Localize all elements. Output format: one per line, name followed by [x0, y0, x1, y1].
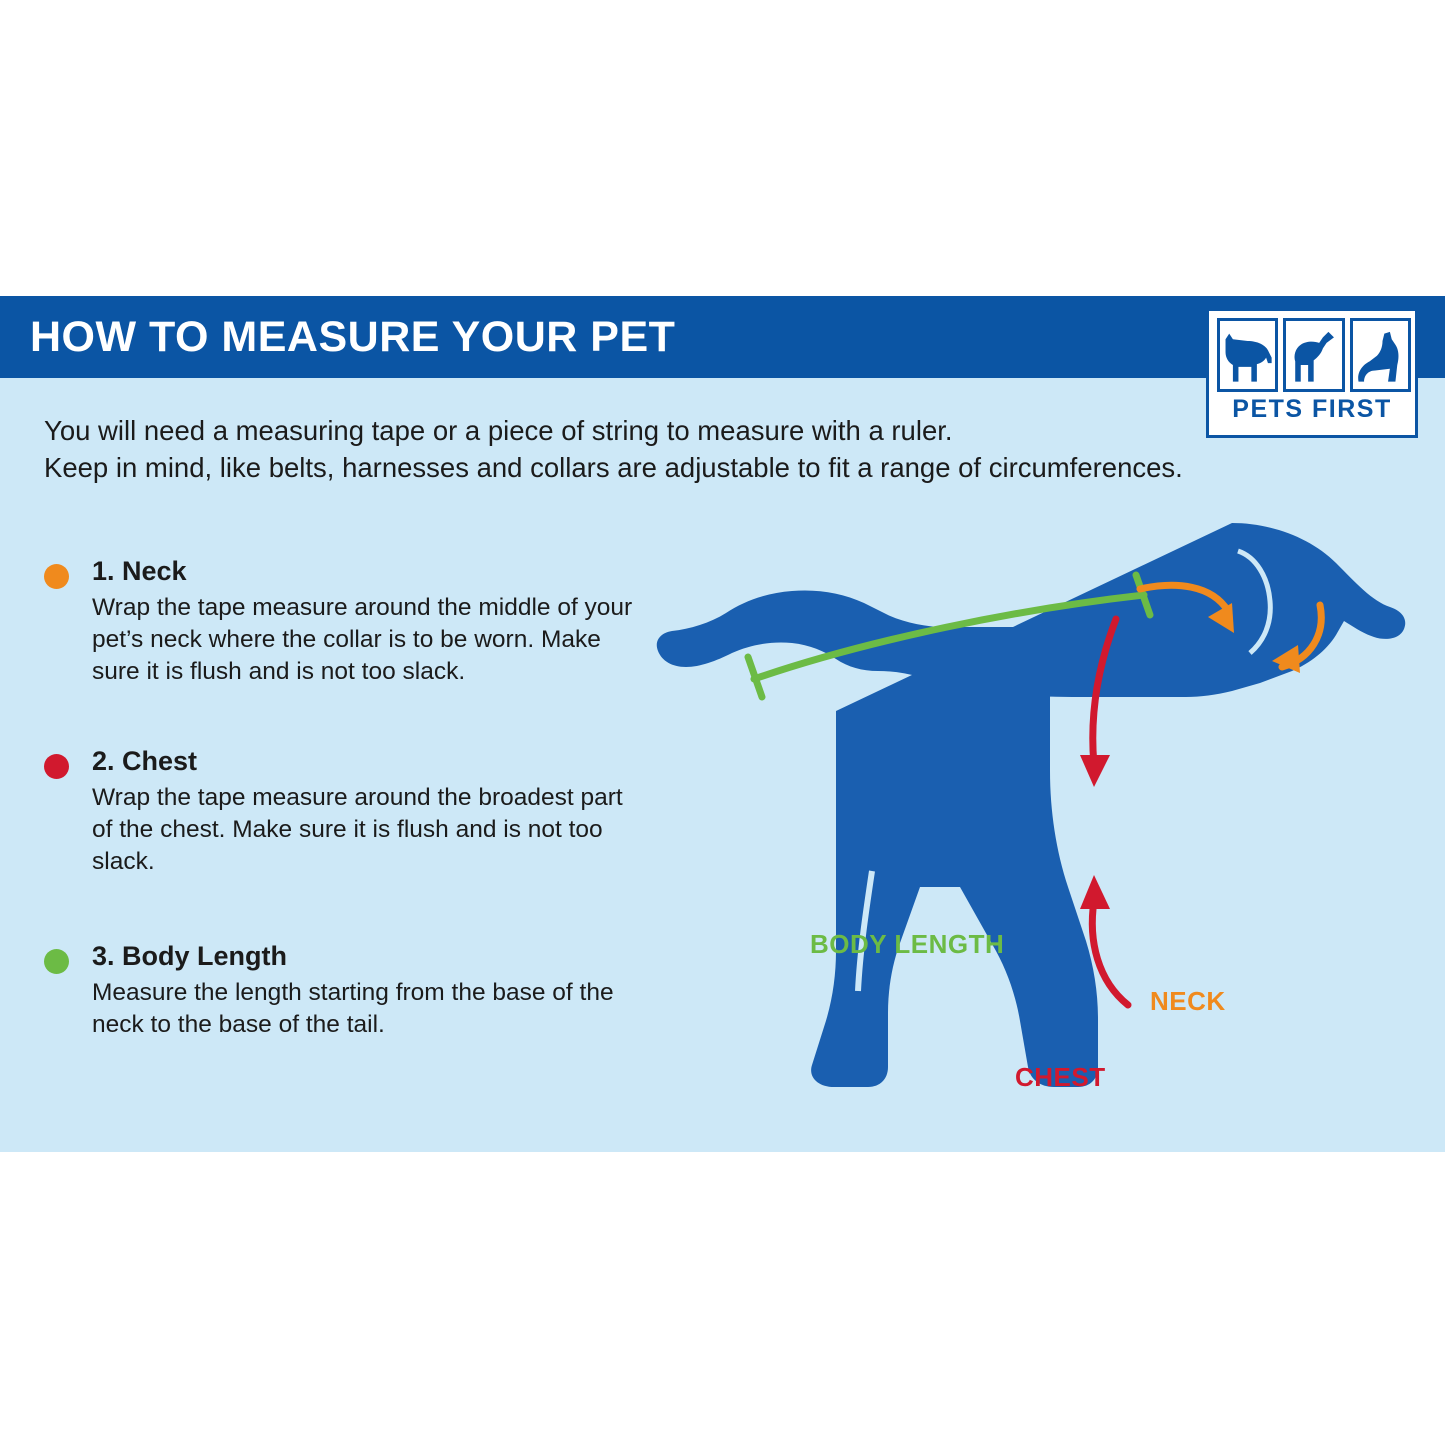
step-chest-dot	[44, 754, 69, 779]
infographic-panel	[0, 296, 1445, 1152]
step-chest-title: 2. Chest	[92, 746, 198, 776]
step-neck-body: Wrap the tape measure around the middle of your pet’s neck where the collar is to be worn. Make sure it is flush and is not too slack.	[92, 594, 633, 685]
logo-wordmark: PETS FIRST	[1232, 395, 1392, 423]
intro-text	[44, 412, 1294, 486]
step-body-length-body: Measure the length starting from the base of the neck to the base of the tail.	[92, 979, 614, 1038]
step-body-length-dot	[44, 949, 69, 974]
dog-standing-icon	[1217, 318, 1278, 392]
step-chest-body: Wrap the tape measure around the broadest part of the chest. Make sure it is flush and is not too slack.	[92, 784, 623, 875]
step-neck-title: 1. Neck	[92, 556, 187, 586]
dog-sitting-icon	[1350, 318, 1411, 392]
logo-dog-icons	[1217, 318, 1411, 392]
label-chest: CHEST	[1015, 1062, 1106, 1092]
step-neck-dot	[44, 564, 69, 589]
step-body-length-title: 3. Body Length	[92, 941, 287, 971]
dog-silhouette-icon	[620, 511, 1420, 1131]
dog-howling-icon	[1283, 318, 1344, 392]
page-title: HOW TO MEASURE YOUR PET	[30, 313, 676, 361]
label-body-length: BODY LENGTH	[810, 929, 1005, 959]
intro-line-2: Keep in mind, like belts, harnesses and collars are adjustable to fit a range of circumferences.	[44, 452, 1183, 483]
dog-measurement-diagram	[620, 511, 1420, 1131]
intro-line-1: You will need a measuring tape or a piece of string to measure with a ruler.	[44, 415, 953, 446]
label-neck: NECK	[1150, 986, 1226, 1016]
